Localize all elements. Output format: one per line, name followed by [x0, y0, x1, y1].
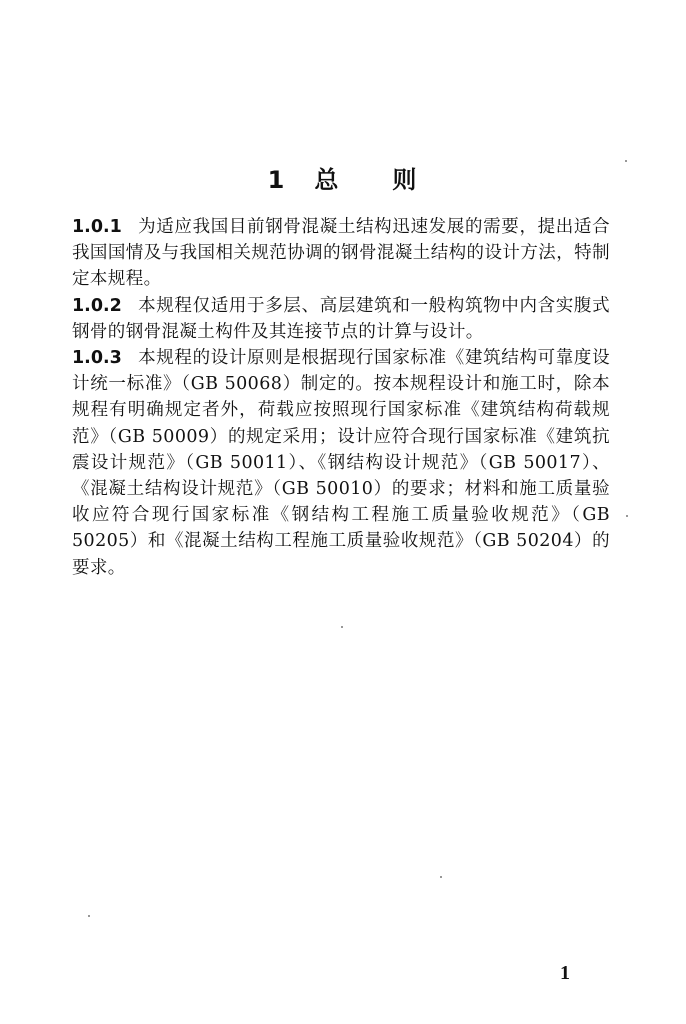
scan-speck: [626, 515, 628, 517]
scan-speck: [88, 915, 90, 917]
chapter-number: 1: [267, 166, 287, 194]
chapter-title: [0, 160, 686, 195]
clause-number: 1.0.3: [72, 348, 122, 369]
clause-1-0-2: [72, 293, 610, 345]
scan-speck: [341, 626, 343, 628]
clause-number: 1.0.2: [72, 295, 122, 316]
body-text: [72, 214, 610, 581]
clause-number: 1.0.1: [72, 217, 122, 237]
clause-text: 本规程的设计原则是根据现行国家标准《建筑结构可靠度设计统一标准》（GB 50068）制定的。按本规程设计和施工时，除本规程有明确规定者外，荷载应按照现行国家标准《建筑结构荷载规范》（GB 50009）的规定采用；设计应符合现行国家标准《建筑抗震设计规范》（GB 50011）、《钢结构设计规范》（GB 50017）、《混凝土结构设计规范》（GB 50010）的要求；材料和施工质量验收应符合现行国家标准《钢结构工程施工质量验收规范》（GB 50205）和《混凝土结构工程施工质量验收规范》（GB 50204）的要求。: [72, 348, 610, 578]
clause-text: 为适应我国目前钢骨混凝土结构迅速发展的需要，提出适合我国国情及与我国相关规范协调的钢骨混凝土结构的设计方法，特制定本规程。: [72, 217, 610, 290]
scan-speck: [625, 160, 627, 162]
page-number: 1: [560, 962, 570, 984]
scan-speck: [440, 876, 442, 878]
clause-1-0-1: [72, 214, 610, 293]
clause-text: 本规程仅适用于多层、高层建筑和一般构筑物中内含实腹式钢骨的钢骨混凝土构件及其连接节点的计算与设计。: [72, 295, 610, 342]
chapter-title-char-2: 则: [392, 166, 419, 194]
clause-1-0-3: [72, 345, 610, 581]
chapter-title-char-1: 总: [314, 166, 341, 194]
